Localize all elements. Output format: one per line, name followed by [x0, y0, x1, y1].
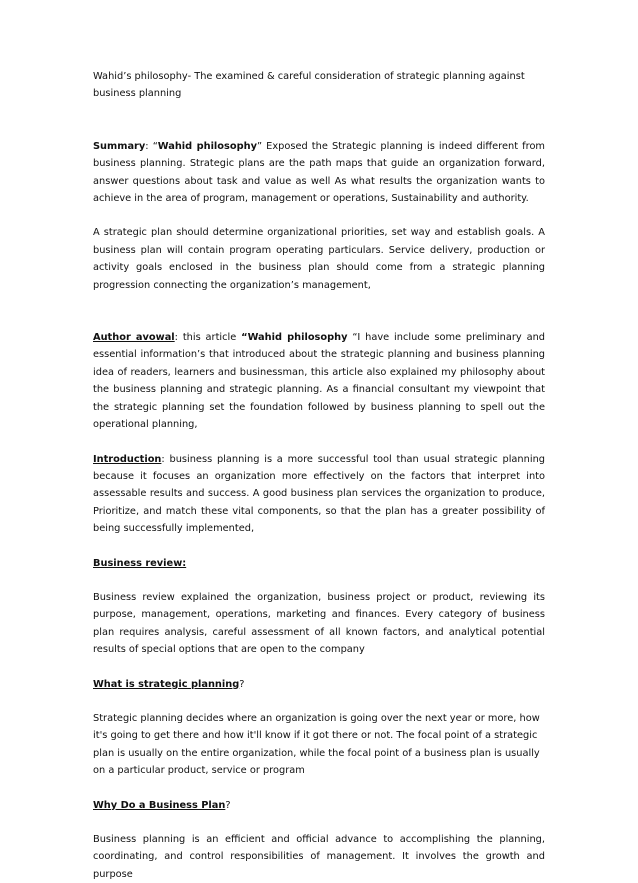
why-business-plan-paragraph: Business planning is an efficient and official advance to accomplishing the planning, coordinating, and control responsibilities of management. It involves the growth and purpose: [93, 834, 545, 880]
author-avowal-paragraph: [93, 329, 545, 433]
strategic-planning-paragraph: Strategic planning decides where an organization is going over the next year or more, how it's going to get there and how it'll know if it got there or not. The focal point of a strategic plan is usually on the entire organization, while the focal point of a business plan is usually on a particular product, service or program: [93, 712, 540, 777]
business-review-paragraph: Business review explained the organization, business project or product, reviewing its purpose, management, operations, marketing and finances. Every category of business plan requires analysis, careful assessment of all known factors, and analytical potential results of special options that are open to the company: [93, 591, 545, 656]
business-review-heading-text: Business review:: [93, 557, 187, 569]
author-avowal-name: “Wahid philosophy: [241, 332, 348, 344]
author-avowal-text: “I have include some preliminary and essential information’s that introduced about the strategic planning and business planning idea of readers, learners and businessman, this article also explained my philosophy about the business planning and strategic planning. As a financial consultant my viewpoint that the strategic planning set the foundation followed by business planning to spell out the operational planning,: [93, 332, 545, 431]
why-business-plan-heading-text: Why Do a Business Plan: [93, 799, 226, 811]
introduction-paragraph: [93, 451, 545, 538]
author-avowal-lead: : this article: [174, 332, 242, 344]
summary-name: Wahid philosophy: [157, 140, 257, 152]
strategic-planning-heading-text: What is strategic planning: [93, 678, 240, 690]
strategic-planning-heading: [93, 676, 545, 693]
introduction-label: Introduction: [93, 453, 162, 465]
document-title: Wahid’s philosophy- The examined & careful consideration of strategic planning against business planning: [93, 71, 525, 100]
introduction-text: : business planning is a more successful tool than usual strategic planning because it focuses an organization more effectively on the factors that interpret into assessable results and success. A good business plan services the organization to produce, Prioritize, and match these vital components, so that the plan has a greater possibility of being successfully implemented,: [93, 453, 545, 535]
strategic-planning-heading-suffix: ?: [239, 678, 245, 690]
business-review-heading: [93, 555, 545, 572]
why-business-plan-heading-suffix: ?: [225, 799, 231, 811]
summary-label: Summary: [93, 140, 146, 152]
summary-text: ” Exposed the Strategic planning is indeed different from business planning. Strategic plans are the path maps that guide an organization forward, answer questions about task and value as well As what results the organization wants to achieve in the area of program, management or operations, Sustainability and authority.: [93, 140, 545, 205]
why-business-plan-heading: [93, 797, 545, 814]
summary-paragraph: [93, 138, 545, 208]
strategic-plan-paragraph: A strategic plan should determine organizational priorities, set way and establish goals. A business plan will contain program operating particulars. Service delivery, production or activity goals enclosed in the business plan should come from a strategic planning progression connecting the organization’s management,: [93, 227, 545, 291]
author-avowal-label: Author avowal: [93, 332, 175, 344]
summary-quote-open: : “: [145, 140, 158, 152]
